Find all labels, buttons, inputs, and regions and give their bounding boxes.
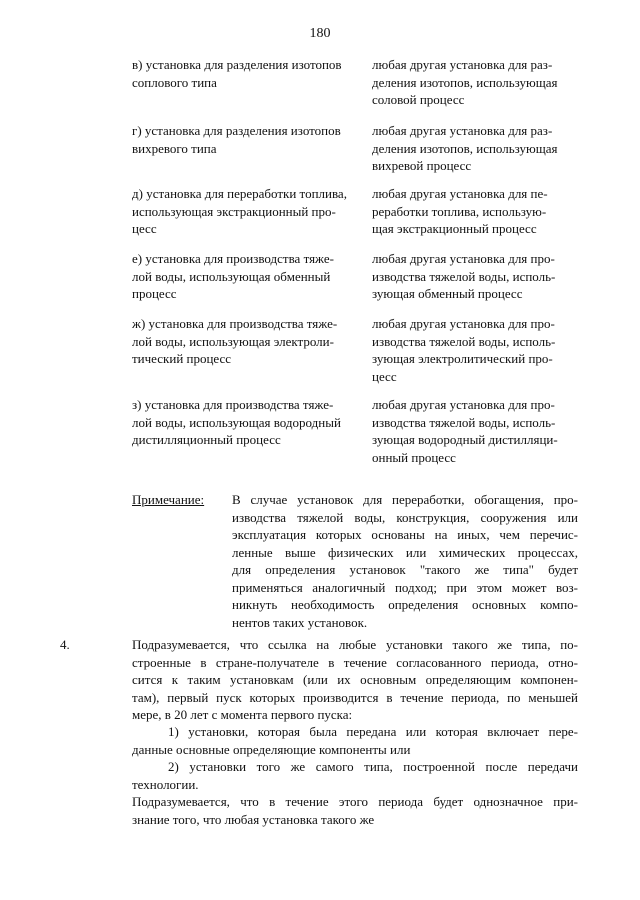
text-line: д) установка для переработки топлива, — [132, 186, 347, 201]
text-line: любая другая установка для про- — [372, 397, 555, 412]
right-cell — [372, 396, 577, 466]
text-line: реработки топлива, использую- — [372, 203, 547, 219]
left-cell — [132, 122, 364, 157]
right-cell — [372, 122, 577, 175]
text-line: з) установка для производства тяже- — [132, 397, 334, 412]
text-line: цесс — [132, 221, 157, 236]
right-cell — [372, 250, 577, 303]
text-line: соловой процесс — [372, 92, 465, 107]
paragraph-line: строенные в стране-получателе в течение согласованного периода, отно- — [132, 654, 578, 670]
text-line: использующая экстракционный про- — [132, 203, 336, 219]
note-body — [232, 491, 578, 631]
left-cell — [132, 185, 364, 238]
left-cell — [132, 56, 364, 91]
text-line: цесс — [372, 368, 397, 384]
left-cell — [132, 315, 364, 368]
text-line: зующая обменный процесс — [372, 286, 523, 301]
text-line: зующая электролитический про- — [372, 351, 553, 366]
text-line: лой воды, использующая электроли- — [132, 333, 334, 349]
text-line: изводства тяжелой воды, исполь- — [372, 268, 556, 284]
paragraph-line: 1) установки, которая была передана или которая включает пере- — [168, 724, 578, 739]
note-line: для определения установок "такого же типа" будет — [232, 562, 578, 577]
paragraph-line: Подразумевается, что в течение этого периода будет однозначное при- — [132, 794, 578, 809]
item-number: 4. — [60, 637, 70, 652]
right-cell — [372, 185, 577, 238]
paragraph-line: знание того, что любая установка такого же — [132, 811, 375, 827]
paragraph-line: мере, в 20 лет с момента первого пуска: — [132, 707, 353, 722]
paragraph-line: данные основные определяющие компоненты или — [132, 741, 411, 757]
text-line: дистилляционный процесс — [132, 432, 281, 447]
text-line: соплового типа — [132, 74, 217, 90]
note-line: применяться аналогичный подход; при этом может воз- — [232, 579, 578, 595]
text-line: процесс — [132, 286, 177, 301]
note-line: нентов таких установок. — [232, 614, 368, 630]
text-line: лой воды, использующая водородный — [132, 414, 341, 430]
item4-subitem-1 — [132, 723, 578, 758]
item4-subitem-2 — [132, 758, 578, 793]
item4-paragraph-2 — [132, 793, 578, 828]
paragraph-line: там), первый пуск которых производится в течение периода, по меньшей — [132, 689, 578, 705]
note-line: ленные выше физических или химических процессах, — [232, 544, 578, 560]
text-line: лой воды, использующая обменный — [132, 268, 331, 284]
right-cell — [372, 56, 577, 109]
paragraph-line: сится к таким установкам (или их основным определяющим компонен- — [132, 672, 578, 687]
text-line: е) установка для производства тяже- — [132, 251, 334, 266]
text-line: любая другая установка для раз- — [372, 57, 553, 72]
left-cell — [132, 396, 364, 449]
text-line: вихревого типа — [132, 140, 217, 156]
note-line: изводства тяжелой воды, конструкция, сооружения или — [232, 509, 578, 525]
paragraph-line: 2) установки того же самого типа, построенной после передачи — [168, 759, 578, 774]
text-line: тический процесс — [132, 351, 232, 366]
paragraph-line: технологии. — [132, 776, 199, 792]
note-line: никнуть необходимость определения основных компо- — [232, 597, 578, 612]
note-line: эксплуатация которых основаны на иных, чем перечис- — [232, 527, 578, 542]
text-line: щая экстракционный процесс — [372, 221, 537, 236]
note-line: В случае установок для переработки, обогащения, про- — [232, 492, 578, 507]
text-line: любая другая установка для про- — [372, 316, 555, 331]
paragraph-line: Подразумевается, что ссылка на любые установки такого же типа, по- — [132, 637, 578, 652]
text-line: изводства тяжелой воды, исполь- — [372, 333, 556, 349]
text-line: ж) установка для производства тяже- — [132, 316, 338, 331]
left-cell — [132, 250, 364, 303]
text-line: деления изотопов, использующая — [372, 74, 558, 90]
text-line: деления изотопов, использующая — [372, 140, 558, 156]
text-line: г) установка для разделения изотопов — [132, 123, 341, 138]
right-cell — [372, 315, 577, 385]
item4-paragraph-1 — [132, 636, 578, 724]
text-line: любая другая установка для про- — [372, 251, 555, 266]
text-line: онный процесс — [372, 449, 456, 465]
note-label: Примечание: — [132, 492, 205, 507]
text-line: любая другая установка для пе- — [372, 186, 548, 201]
text-line: вихревой процесс — [372, 158, 472, 173]
text-line: зующая водородный дистилляци- — [372, 432, 558, 447]
text-line: любая другая установка для раз- — [372, 123, 553, 138]
page-number: 180 — [309, 26, 331, 41]
text-line: в) установка для разделения изотопов — [132, 57, 342, 72]
text-line: изводства тяжелой воды, исполь- — [372, 414, 556, 430]
